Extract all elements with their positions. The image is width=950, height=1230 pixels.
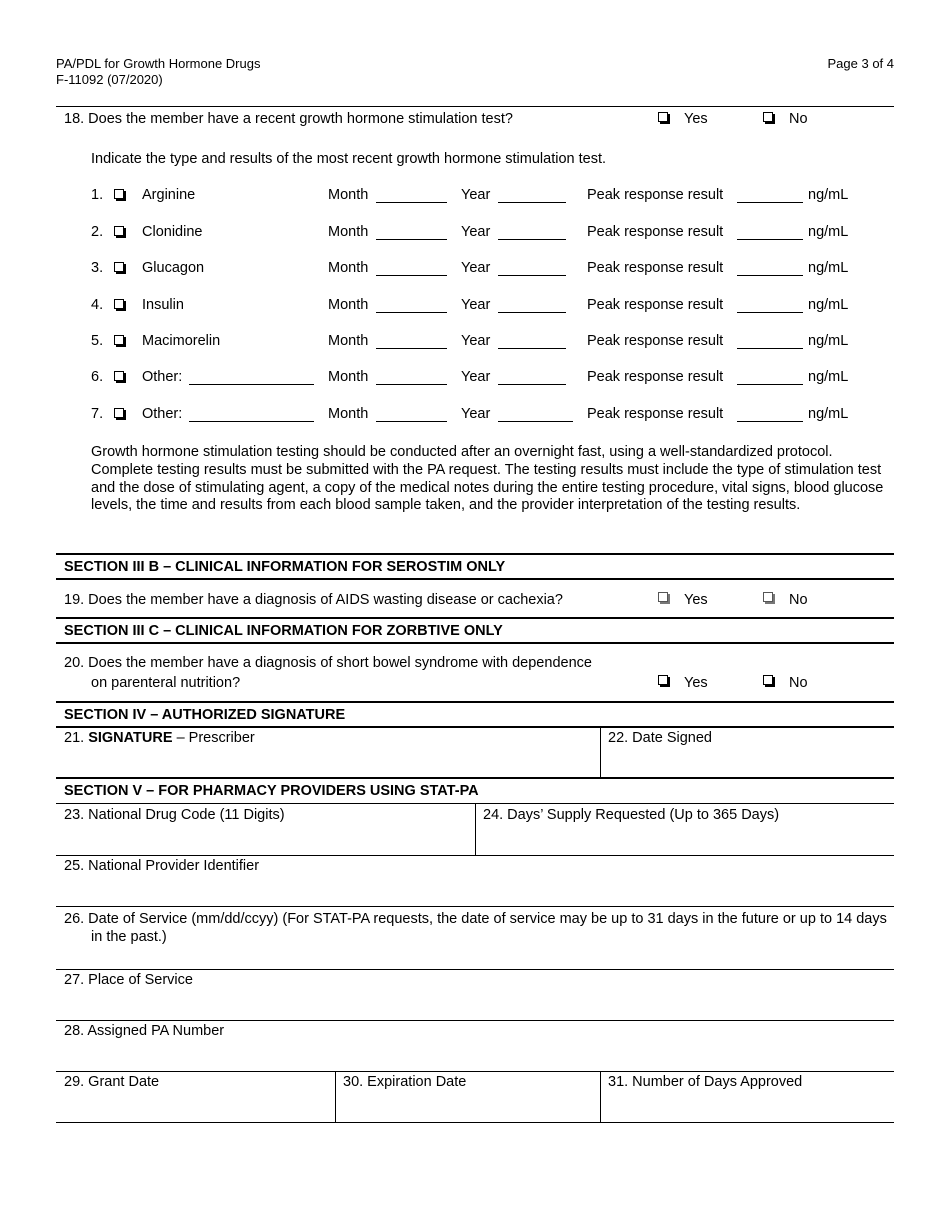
divider xyxy=(56,1020,894,1021)
unit-label: ng/mL xyxy=(808,187,849,203)
q20-question-line1: 20. Does the member have a diagnosis of short bowel syndrome with dependence xyxy=(64,655,592,671)
divider xyxy=(56,553,894,555)
month-label: Month xyxy=(328,406,369,422)
peak-response-label: Peak response result xyxy=(587,333,724,349)
divider xyxy=(56,701,894,703)
q18-yes-checkbox[interactable] xyxy=(658,112,668,122)
ndc-field[interactable]: 23. National Drug Code (11 Digits) xyxy=(64,807,285,823)
month-label: Month xyxy=(328,333,369,349)
year-label: Year xyxy=(461,297,491,313)
month-label: Month xyxy=(328,369,369,385)
test-checkbox[interactable] xyxy=(114,371,124,381)
test-checkbox[interactable] xyxy=(114,262,124,272)
grant-date-field[interactable]: 29. Grant Date xyxy=(64,1074,160,1090)
test-number: 4. xyxy=(91,297,104,313)
test-checkbox[interactable] xyxy=(114,189,124,199)
section-5-title: SECTION V – FOR PHARMACY PROVIDERS USING STAT-PA xyxy=(64,783,479,799)
peak-response-label: Peak response result xyxy=(587,369,724,385)
place-of-service-field[interactable]: 27. Place of Service xyxy=(64,972,193,988)
month-label: Month xyxy=(328,260,369,276)
expiration-date-field[interactable]: 30. Expiration Date xyxy=(343,1074,467,1090)
test-number: 2. xyxy=(91,224,104,240)
test-name: Other: xyxy=(142,369,183,385)
test-name: Clonidine xyxy=(142,224,203,240)
test-number: 7. xyxy=(91,406,104,422)
test-checkbox[interactable] xyxy=(114,335,124,345)
month-label: Month xyxy=(328,224,369,240)
divider xyxy=(56,617,894,619)
q20-no-checkbox[interactable] xyxy=(763,675,773,685)
year-blank[interactable] xyxy=(498,384,566,385)
peak-response-blank[interactable] xyxy=(737,275,803,276)
month-blank[interactable] xyxy=(376,239,447,240)
peak-response-blank[interactable] xyxy=(737,384,803,385)
year-label: Year xyxy=(461,369,491,385)
other-test-blank[interactable] xyxy=(189,384,314,385)
test-checkbox[interactable] xyxy=(114,299,124,309)
divider xyxy=(56,777,894,779)
unit-label: ng/mL xyxy=(808,297,849,313)
test-checkbox[interactable] xyxy=(114,226,124,236)
section-3b-title: SECTION III B – CLINICAL INFORMATION FOR SEROSTIM ONLY xyxy=(64,559,506,575)
signature-field-label: SIGNATURE xyxy=(88,730,173,746)
year-blank[interactable] xyxy=(498,312,566,313)
year-label: Year xyxy=(461,260,491,276)
peak-response-label: Peak response result xyxy=(587,260,724,276)
year-blank[interactable] xyxy=(498,202,566,203)
testing-note: Growth hormone stimulation testing should be conducted after an overnight fast, using a well-standardized protocol. Complete testing results must be submitted with the PA request. The testing results must include the type of stimulation test and the dose of stimulating agent, a copy of the medical notes during the entire testing procedure, vital signs, blood glucose levels, the time and results from each blood sample taken, and the provider interpretation of the testing results. xyxy=(91,444,884,514)
peak-response-blank[interactable] xyxy=(737,348,803,349)
unit-label: ng/mL xyxy=(808,333,849,349)
test-number: 6. xyxy=(91,369,104,385)
unit-label: ng/mL xyxy=(808,260,849,276)
month-blank[interactable] xyxy=(376,384,447,385)
signature-field-number: 21. xyxy=(64,730,85,746)
peak-response-blank[interactable] xyxy=(737,421,803,422)
unit-label: ng/mL xyxy=(808,224,849,240)
month-blank[interactable] xyxy=(376,348,447,349)
section-3c-title: SECTION III C – CLINICAL INFORMATION FOR ZORBTIVE ONLY xyxy=(64,623,503,639)
q20-yes-checkbox[interactable] xyxy=(658,675,668,685)
year-blank[interactable] xyxy=(498,421,573,422)
divider xyxy=(56,578,894,580)
divider xyxy=(600,727,601,777)
divider xyxy=(56,106,894,107)
q19-yes-label: Yes xyxy=(684,592,708,608)
q19-no-checkbox[interactable] xyxy=(763,592,773,602)
q19-yes-checkbox[interactable] xyxy=(658,592,668,602)
test-name: Other: xyxy=(142,406,183,422)
month-blank[interactable] xyxy=(376,202,447,203)
q18-instruction: Indicate the type and results of the most recent growth hormone stimulation test. xyxy=(91,151,607,167)
year-label: Year xyxy=(461,333,491,349)
q20-no-label: No xyxy=(789,675,808,691)
year-blank[interactable] xyxy=(498,239,566,240)
q20-question-line2: on parenteral nutrition? xyxy=(91,675,241,691)
test-checkbox[interactable] xyxy=(114,408,124,418)
q20-yes-label: Yes xyxy=(684,675,708,691)
section-4-title: SECTION IV – AUTHORIZED SIGNATURE xyxy=(64,707,346,723)
peak-response-blank[interactable] xyxy=(737,239,803,240)
divider xyxy=(56,1071,894,1072)
test-number: 1. xyxy=(91,187,104,203)
peak-response-label: Peak response result xyxy=(587,224,724,240)
assigned-pa-number-field[interactable]: 28. Assigned PA Number xyxy=(64,1023,225,1039)
divider xyxy=(56,726,894,728)
other-test-blank[interactable] xyxy=(189,421,314,422)
q19-question: 19. Does the member have a diagnosis of AIDS wasting disease or cachexia? xyxy=(64,592,563,608)
divider xyxy=(56,855,894,856)
unit-label: ng/mL xyxy=(808,406,849,422)
q19-no-label: No xyxy=(789,592,808,608)
q18-no-label: No xyxy=(789,111,808,127)
month-label: Month xyxy=(328,187,369,203)
npi-field[interactable]: 25. National Provider Identifier xyxy=(64,858,260,874)
month-blank[interactable] xyxy=(376,312,447,313)
year-label: Year xyxy=(461,406,491,422)
peak-response-label: Peak response result xyxy=(587,406,724,422)
days-approved-field[interactable]: 31. Number of Days Approved xyxy=(608,1074,803,1090)
month-blank[interactable] xyxy=(376,275,447,276)
test-number: 5. xyxy=(91,333,104,349)
year-label: Year xyxy=(461,224,491,240)
divider xyxy=(56,642,894,644)
date-signed-field[interactable]: 22. Date Signed xyxy=(608,730,712,746)
divider xyxy=(475,804,476,855)
test-name: Glucagon xyxy=(142,260,205,276)
signature-field-role: – Prescriber xyxy=(176,730,255,746)
test-name: Macimorelin xyxy=(142,333,221,349)
test-name: Insulin xyxy=(142,297,184,313)
divider xyxy=(600,1072,601,1122)
signature-field[interactable] xyxy=(64,730,255,747)
divider xyxy=(56,1122,894,1123)
divider xyxy=(335,1072,336,1122)
unit-label: ng/mL xyxy=(808,369,849,385)
peak-response-blank[interactable] xyxy=(737,202,803,203)
month-label: Month xyxy=(328,297,369,313)
date-of-service-field[interactable]: 26. Date of Service (mm/dd/ccyy) (For STAT-PA requests, the date of service may be up to 31 days in the future or up to 14 days in the past.) xyxy=(64,911,887,945)
divider xyxy=(56,969,894,970)
year-label: Year xyxy=(461,187,491,203)
test-number: 3. xyxy=(91,260,104,276)
q18-yes-label: Yes xyxy=(684,111,708,127)
q18-question: 18. Does the member have a recent growth hormone stimulation test? xyxy=(64,111,513,127)
form-number: F-11092 (07/2020) xyxy=(56,72,163,87)
page-number: Page 3 of 4 xyxy=(827,56,894,71)
days-supply-field[interactable]: 24. Days’ Supply Requested (Up to 365 Days) xyxy=(483,807,780,823)
divider xyxy=(56,906,894,907)
form-title: PA/PDL for Growth Hormone Drugs xyxy=(56,56,261,71)
month-blank[interactable] xyxy=(376,421,447,422)
peak-response-label: Peak response result xyxy=(587,297,724,313)
year-blank[interactable] xyxy=(498,275,566,276)
peak-response-blank[interactable] xyxy=(737,312,803,313)
test-name: Arginine xyxy=(142,187,196,203)
year-blank[interactable] xyxy=(498,348,566,349)
peak-response-label: Peak response result xyxy=(587,187,724,203)
q18-no-checkbox[interactable] xyxy=(763,112,773,122)
